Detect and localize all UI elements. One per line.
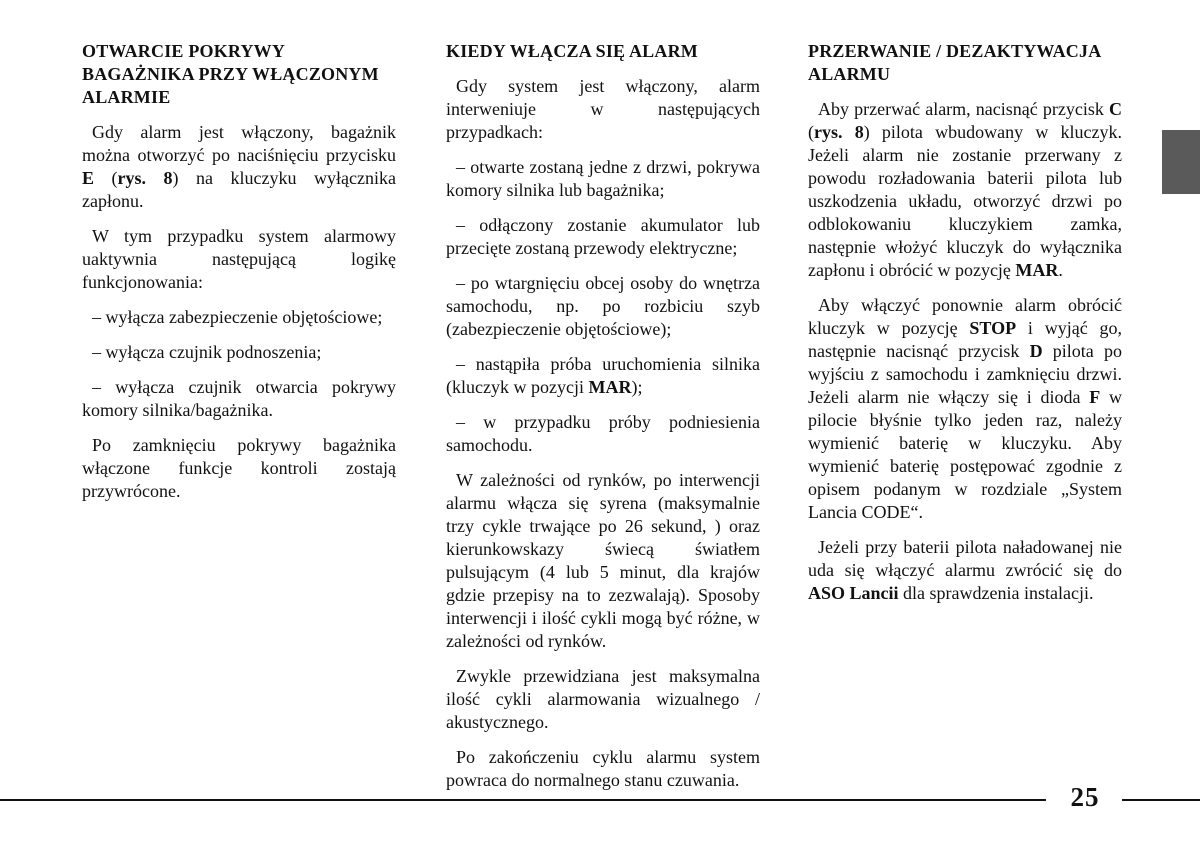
text-run: – wyłącza czujnik otwarcia pokrywy komory silnika/bagażnika. <box>82 377 396 420</box>
text-run: – odłączony zostanie akumulator lub przecięte zostaną przewody elektryczne; <box>446 215 760 258</box>
paragraph <box>446 665 760 734</box>
footer-rule-left <box>0 799 1046 801</box>
text-run: Po zamknięciu pokrywy bagażnika włączone funkcje kontroli zostają przywrócone. <box>82 435 396 501</box>
bold-term: STOP <box>969 318 1017 338</box>
column-3 <box>808 40 1122 617</box>
paragraph <box>446 75 760 144</box>
text-run: ) pilota wbudowany w kluczyk. Jeżeli alarm nie zostanie przerwany z powodu rozładowania baterii pilota lub uszkodzenia układu, otworzyć drzwi po odblokowaniu kluczykiem zamka, następnie włożyć kluczyk do wyłącznika zapłonu i obrócić w pozycję <box>808 122 1123 280</box>
text-run: . <box>1058 260 1063 280</box>
text-run: – nastąpiła próba uruchomienia silnika (kluczyk w pozycji <box>446 354 760 397</box>
paragraph <box>82 341 396 364</box>
bold-term: C <box>1109 99 1122 119</box>
paragraph <box>446 353 760 399</box>
bold-term: D <box>1029 341 1043 361</box>
text-run: ); <box>631 377 643 397</box>
column-1 <box>82 40 396 515</box>
text-run: ) na kluczyku wyłącznika zapłonu. <box>82 168 397 211</box>
bold-term: E <box>82 168 95 188</box>
paragraph <box>446 214 760 260</box>
text-run: W tym przypadku system alarmowy uaktywnia następującą logikę funkcjonowania: <box>82 226 396 292</box>
paragraph <box>446 469 760 653</box>
section-heading: KIEDY WŁĄCZA SIĘ ALARM <box>446 41 698 61</box>
section-heading: PRZERWANIE / DEZAKTYWACJA ALARMU <box>808 41 1101 84</box>
text-run: – w przypadku próby podniesienia samochodu. <box>446 412 760 455</box>
text-run: Gdy system jest włączony, alarm interweniuje w następujących przypadkach: <box>446 76 760 142</box>
column-2 <box>446 40 760 804</box>
bold-term: ASO Lancii <box>808 583 899 603</box>
text-run: Aby przerwać alarm, nacisnąć przycisk <box>818 99 1109 119</box>
text-run: w pilocie błyśnie tylko jeden raz, należy wymienić baterię w kluczyku. Aby wymienić baterię postępować zgodnie z opisem podanym w rozdziale „System Lancia CODE“. <box>808 387 1122 522</box>
text-run: Po zakończeniu cyklu alarmu system powraca do normalnego stanu czuwania. <box>446 747 760 790</box>
bold-term: MAR <box>1015 260 1059 280</box>
paragraph <box>82 434 396 503</box>
text-run: dla sprawdzenia instalacji. <box>898 583 1094 603</box>
paragraph <box>446 272 760 341</box>
text-run: Zwykle przewidziana jest maksymalna ilość cykli alarmowania wizualnego / akustycznego. <box>446 666 760 732</box>
bold-term: rys. 8 <box>814 122 864 142</box>
paragraph <box>808 536 1122 605</box>
footer-rule-right <box>1122 799 1200 801</box>
paragraph <box>82 225 396 294</box>
text-run: ( <box>808 122 814 142</box>
text-run: Jeżeli przy baterii pilota naładowanej nie uda się włączyć alarmu zwrócić się do <box>808 537 1122 580</box>
column-body <box>446 75 760 792</box>
bold-term: rys. 8 <box>117 168 173 188</box>
paragraph <box>446 411 760 457</box>
section-heading: OTWARCIE POKRYWY BAGAŻNIKA PRZY WŁĄCZONYM ALARMIE <box>82 41 379 107</box>
text-run: pilota po wyjściu z samochodu i zamknięciu drzwi. Jeżeli alarm nie włączy się i dioda <box>808 341 1123 407</box>
bold-term: MAR <box>588 377 632 397</box>
text-run: ( <box>94 168 118 188</box>
paragraph <box>808 98 1122 282</box>
text-run: Gdy alarm jest włączony, bagażnik można otworzyć po naciśnięciu przycisku <box>82 122 396 165</box>
paragraph <box>446 156 760 202</box>
column-body <box>82 121 396 503</box>
text-run: i wyjąć go, następnie nacisnąć przycisk <box>808 318 1122 361</box>
bold-term: F <box>1089 387 1101 407</box>
paragraph <box>82 306 396 329</box>
chapter-thumb-tab <box>1162 130 1200 194</box>
text-run: W zależności od rynków, po interwencji alarmu włącza się syrena (maksymalnie trzy cykle trwające po 26 sekund, ) oraz kierunkowskazy świecą światłem pulsującym (4 lub 5 minut, dla krajów gdzie przepisy na to zezwalają). Sposoby interwencji i ilość cykli mogą być różne, w zależności od rynków. <box>446 470 760 651</box>
paragraph <box>446 746 760 792</box>
paragraph <box>82 121 396 213</box>
text-run: Aby włączyć ponownie alarm obrócić kluczyk w pozycję <box>808 295 1122 338</box>
text-run: – po wtargnięciu obcej osoby do wnętrza samochodu, np. po rozbiciu szyb (zabezpieczenie objętościowe); <box>446 273 760 339</box>
paragraph <box>808 294 1122 524</box>
text-run: – wyłącza czujnik podnoszenia; <box>92 342 322 362</box>
text-run: – otwarte zostaną jedne z drzwi, pokrywa komory silnika lub bagażnika; <box>446 157 760 200</box>
column-body <box>808 98 1122 605</box>
text-run: – wyłącza zabezpieczenie objętościowe; <box>92 307 383 327</box>
page-number: 25 <box>1070 782 1100 812</box>
paragraph <box>82 376 396 422</box>
